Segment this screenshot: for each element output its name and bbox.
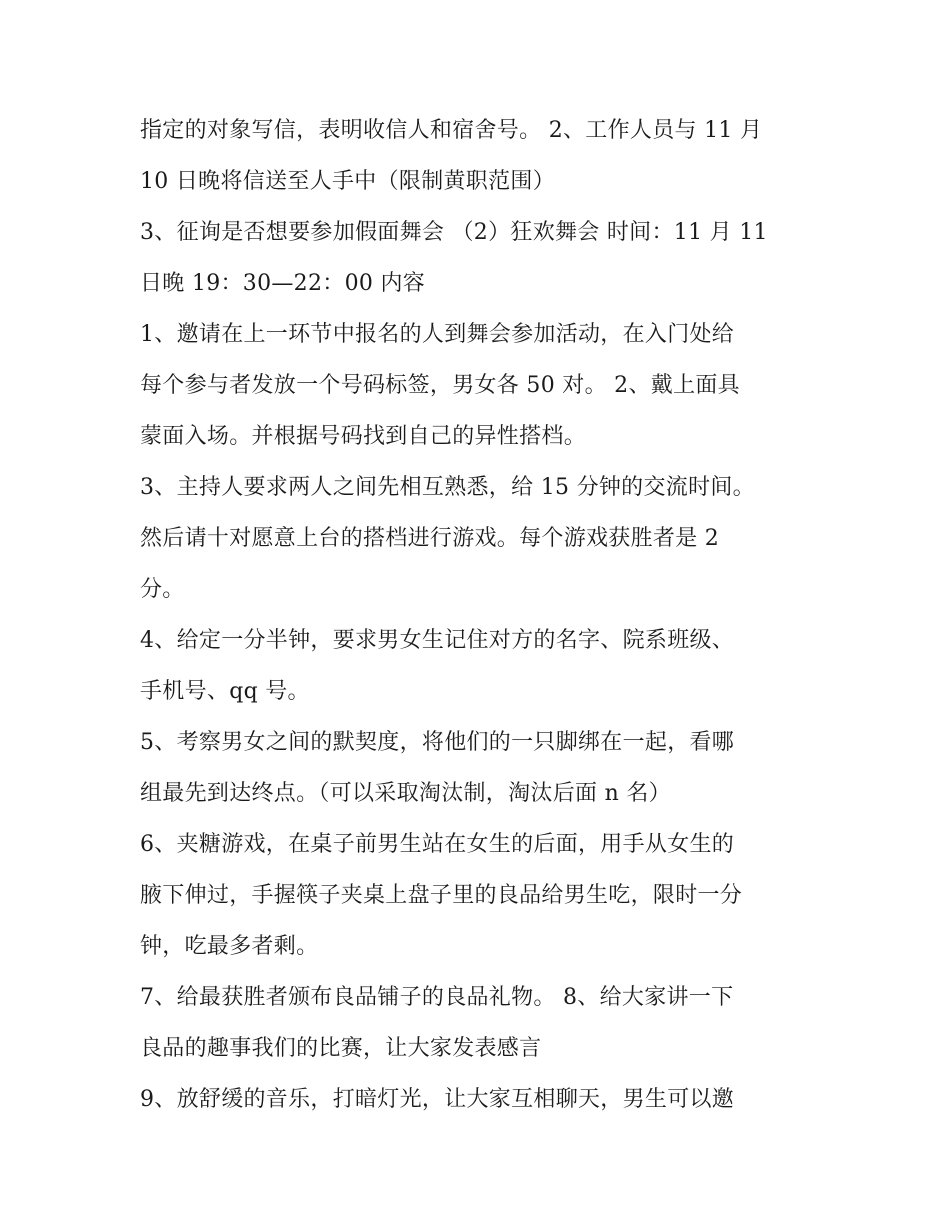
text-line: 3、主持人要求两人之间先相互熟悉，给 15 分钟的交流时间。 xyxy=(140,475,755,500)
text-line: 1、邀请在上一环节中报名的人到舞会参加活动，在入门处给 xyxy=(140,322,735,347)
text-line: 然后请十对愿意上台的搭档进行游戏。每个游戏获胜者是 2 xyxy=(140,526,720,551)
text-line: 4、给定一分半钟，要求男女生记住对方的名字、院系班级、 xyxy=(140,628,735,653)
text-line: 9、放舒缓的音乐，打暗灯光，让大家互相聊天，男生可以邀 xyxy=(140,1087,735,1112)
text-line: 手机号、qq 号。 xyxy=(140,679,310,704)
text-line: 6、夹糖游戏，在桌子前男生站在女生的后面，用手从女生的 xyxy=(140,832,735,857)
text-line: 蒙面入场。并根据号码找到自己的异性搭档。 xyxy=(140,424,587,449)
text-line: 每个参与者发放一个号码标签，男女各 50 对。 2、戴上面具 xyxy=(140,373,740,398)
text-line: 7、给最获胜者颁布良品铺子的良品礼物。 8、给大家讲一下 xyxy=(140,985,734,1010)
text-line: 腋下伸过，手握筷子夹桌上盘子里的良品给男生吃，限时一分 xyxy=(140,883,743,908)
text-line: 指定的对象写信，表明收信人和宿舍号。 2、工作人员与 11 月 xyxy=(140,118,763,143)
text-line: 良品的趣事我们的比赛，让大家发表感言 xyxy=(140,1036,542,1061)
text-line: 日晚 19：30—22：00 内容 xyxy=(140,271,426,296)
document-body xyxy=(140,105,820,1125)
text-line: 3、征询是否想要参加假面舞会 （2）狂欢舞会 时间：11 月 11 xyxy=(140,220,768,245)
text-line: 5、考察男女之间的默契度，将他们的一只脚绑在一起，看哪 xyxy=(140,730,735,755)
text-line: 10 日晚将信送至人手中（限制黄职范围） xyxy=(140,169,555,194)
text-line: 分。 xyxy=(140,577,185,602)
text-line: 钟，吃最多者剩。 xyxy=(140,934,319,959)
text-line: 组最先到达终点。（可以采取淘汰制，淘汰后面 n 名） xyxy=(140,781,671,806)
